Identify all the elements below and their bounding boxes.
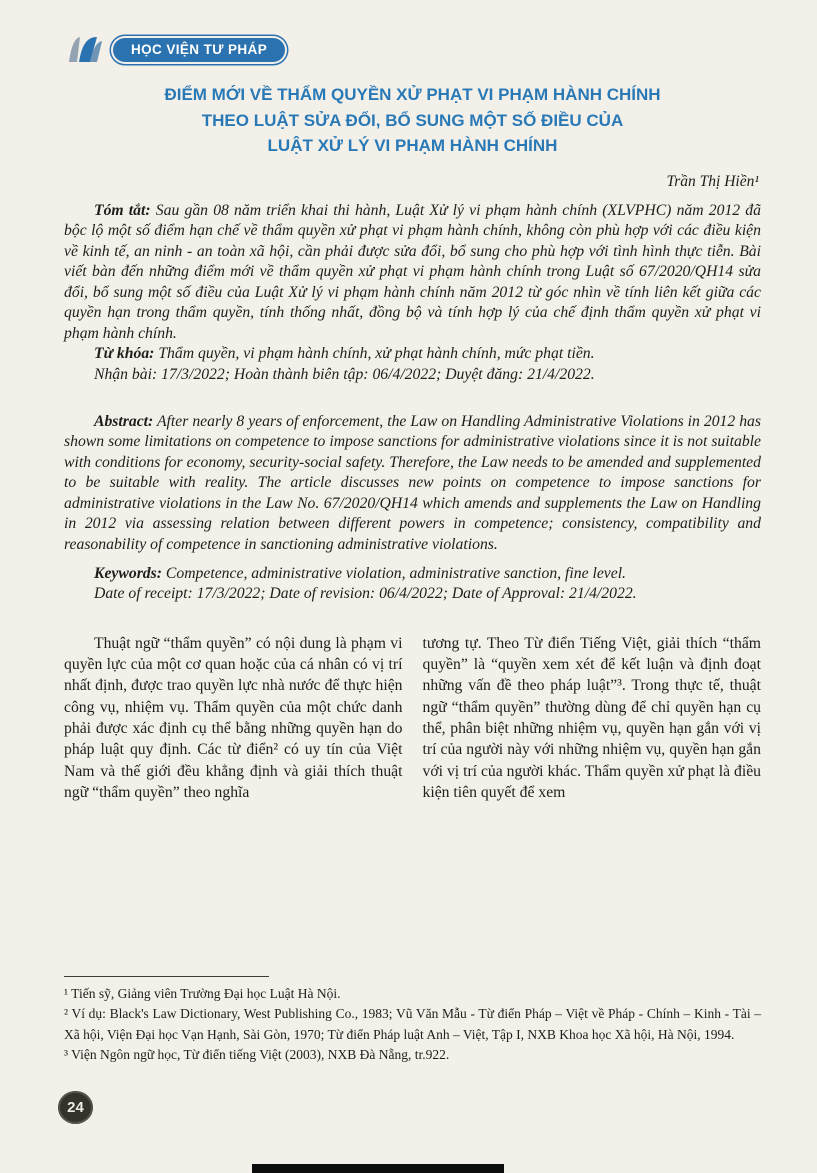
footnote-1: ¹ Tiến sỹ, Giảng viên Trường Đại học Luật Hà Nội. — [64, 986, 341, 1001]
abstract-en — [64, 412, 761, 556]
page-number-badge: 24 — [58, 1091, 93, 1124]
body-paragraph-left: Thuật ngữ “thẩm quyền” có nội dung là phạm vi quyền lực của một cơ quan hoặc của cá nhân có vị trí nhất định, được trao quyền lực nhà nước để thực hiện công vụ, nhiệm vụ. Thẩm quyền của một chức danh phải được xác định cụ thể bằng những quyền hạn do pháp luật quy định. Các từ điển² có uy tín của Việt Nam và thế giới đều khẳng định và giải thích thuật ngữ “thẩm quyền” theo nghĩa — [64, 634, 403, 802]
abstract-en-label: Abstract: — [94, 412, 154, 430]
footnotes-section — [64, 976, 761, 1065]
keywords-en-label: Keywords: — [94, 564, 162, 582]
page-content — [64, 34, 761, 803]
keywords-vi-label: Từ khóa: — [94, 345, 155, 363]
org-name-badge: HỌC VIỆN TƯ PHÁP — [113, 38, 285, 62]
keywords-en-text: Competence, administrative violation, administrative sanction, fine level. — [165, 564, 626, 582]
footnote-3: ³ Viện Ngôn ngữ học, Từ điển tiếng Việt (2003), NXB Đà Nẵng, tr.922. — [64, 1046, 450, 1062]
abstract-vi — [64, 201, 761, 345]
body-column-right — [423, 633, 762, 804]
dates-en: Date of receipt: 17/3/2022; Date of revision: 06/4/2022; Date of Approval: 21/4/2022. — [94, 585, 637, 603]
article-title — [64, 82, 761, 159]
abstract-vi-label: Tóm tắt: — [94, 201, 151, 219]
author-name: Trần Thị Hiền¹ — [666, 172, 759, 190]
keywords-vi-text: Thẩm quyền, vi phạm hành chính, xử phạt hành chính, mức phạt tiền. — [158, 345, 595, 363]
title-line-3: LUẬT XỬ LÝ VI PHẠM HÀNH CHÍNH — [267, 136, 558, 155]
title-line-1: ĐIỂM MỚI VỀ THẨM QUYỀN XỬ PHẠT VI PHẠM HÀNH CHÍNH — [164, 85, 661, 104]
body-paragraph-right: tương tự. Theo Từ điển Tiếng Việt, giải thích “thẩm quyền” là “quyền xem xét để kết luận và định đoạt những vấn đề theo pháp luật”³. Trong thực tế, thuật ngữ “thẩm quyền” thường dùng để chỉ quyền hạn cụ thể, phân biệt những nhiệm vụ, quyền hạn gắn với vị trí của người này với những nhiệm vụ, quyền hạn gắn với vị trí của người khác. Thẩm quyền xử phạt là điều kiện tiên quyết để xem — [422, 634, 761, 802]
title-line-2: THEO LUẬT SỬA ĐỔI, BỔ SUNG MỘT SỐ ĐIỀU CỦA — [201, 110, 624, 130]
footnote-separator — [64, 976, 269, 977]
abstract-vi-text: Sau gần 08 năm triển khai thi hành, Luật Xử lý vi phạm hành chính (XLVPHC) năm 2012 đã bộc lộ một số điểm hạn chế về thẩm quyền xử phạt vi phạm hành chính, không còn phù hợp với các điều kiện về kinh tế, an ninh - an toàn xã hội, cần phải được sửa đổi, bổ sung cho phù hợp với tình hình thực tiễn. Bài viết bàn đến những điểm mới về thẩm quyền xử phạt vi phạm hành chính trong Luật số 67/2020/QH14 sửa đổi, bổ sung một số điều của Luật Xử lý vi phạm hành chính năm 2012 từ góc nhìn về tính liên kết giữa các quyền hạn trong thẩm quyền, tính thống nhất, đồng bộ và tính hợp lý của chế định thẩm quyền xử phạt vi phạm hành chính. — [64, 201, 761, 342]
journal-header — [64, 34, 761, 66]
scan-artifact-bar — [252, 1164, 504, 1173]
academy-logo-icon — [64, 34, 106, 66]
footnote-2: ² Ví dụ: Black's Law Dictionary, West Publishing Co., 1983; Vũ Văn Mẫu - Từ điển Pháp – Việt về Pháp - Chính – Kinh - Tài – Xã hội, Viện Đại học Vạn Hạnh, Sài Gòn, 1970; Từ điển Pháp luật Anh – Việt, Tập I, NXB Khoa học Xã hội, Hà Nội, 1994. — [64, 1006, 761, 1042]
dates-vi: Nhận bài: 17/3/2022; Hoàn thành biên tập: 06/4/2022; Duyệt đăng: 21/4/2022. — [94, 366, 595, 383]
keywords-en — [64, 564, 761, 585]
body-columns — [64, 633, 761, 804]
keywords-vi — [64, 344, 761, 365]
abstract-en-text: After nearly 8 years of enforcement, the Law on Handling Administrative Violations in 2012 has shown some limitations on competence to impose sanctions for administrative violations since it is not suitable with conditions for economy, security-social safety. Therefore, the Law needs to be amended and supplemented to be suitable with reality. The article discusses new points on competence to impose sanctions for administrative violations in the Law No. 67/2020/QH14 which amends and supplements the Law on Handling in 2012 via assessing relation between different powers in competence; consistency, compatibility and reasonability of competence in sanctioning administrative violations. — [64, 412, 762, 553]
body-column-left — [64, 633, 403, 804]
